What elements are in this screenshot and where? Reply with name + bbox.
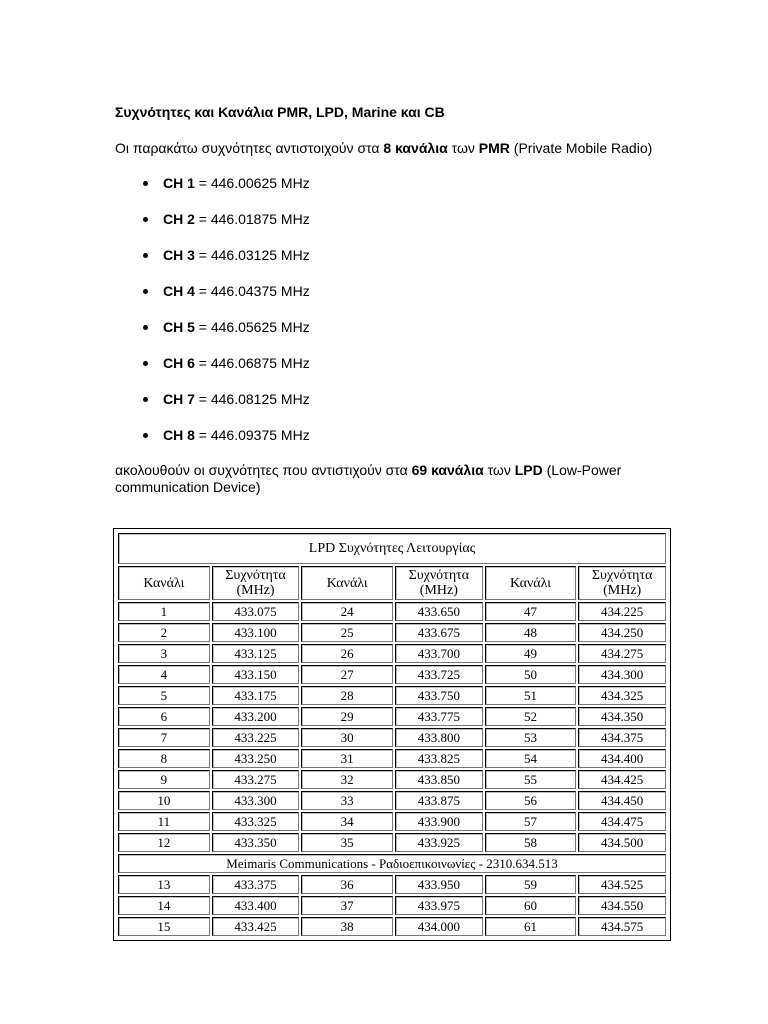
channel-cell: 2 bbox=[118, 623, 210, 642]
pmr-intro-prefix: Οι παρακάτω συχνότητες αντιστοιχούν στα bbox=[115, 140, 384, 156]
channel-cell: 48 bbox=[485, 623, 577, 642]
list-item bbox=[115, 247, 675, 283]
channel-cell: 59 bbox=[485, 875, 577, 894]
pmr-intro-middle: των bbox=[447, 140, 479, 156]
list-item bbox=[115, 355, 675, 391]
channel-cell: 38 bbox=[301, 917, 393, 936]
frequency-cell: 434.550 bbox=[578, 896, 666, 915]
channel-cell: 37 bbox=[301, 896, 393, 915]
table-row bbox=[118, 896, 666, 915]
pmr-channel-list bbox=[115, 175, 675, 463]
channel-cell: 14 bbox=[118, 896, 210, 915]
frequency-cell: 433.875 bbox=[395, 791, 483, 810]
frequency-cell: 433.425 bbox=[212, 917, 300, 936]
column-header: Κανάλι bbox=[118, 566, 210, 600]
channel-label: CH 3 bbox=[163, 247, 195, 263]
table-note: Meimaris Communications - Ραδιοεπικοινωνίες - 2310.634.513 bbox=[118, 854, 666, 873]
lpd-table-frame bbox=[113, 528, 671, 941]
page-title: Συχνότητες και Κανάλια PMR, LPD, Marine και CB bbox=[115, 104, 445, 120]
channel-frequency: = 446.05625 MHz bbox=[194, 319, 310, 335]
frequency-cell: 434.325 bbox=[578, 686, 666, 705]
frequency-cell: 433.225 bbox=[212, 728, 300, 747]
frequency-cell: 433.350 bbox=[212, 833, 300, 852]
frequency-cell: 433.975 bbox=[395, 896, 483, 915]
frequency-cell: 433.850 bbox=[395, 770, 483, 789]
table-row bbox=[118, 707, 666, 726]
table-row bbox=[118, 791, 666, 810]
channel-cell: 56 bbox=[485, 791, 577, 810]
table-row bbox=[118, 770, 666, 789]
list-item bbox=[115, 283, 675, 319]
channel-cell: 53 bbox=[485, 728, 577, 747]
lpd-intro-suffix: (Low-Power communication Device) bbox=[115, 462, 622, 495]
frequency-cell: 433.775 bbox=[395, 707, 483, 726]
document-body bbox=[115, 104, 675, 496]
channel-cell: 36 bbox=[301, 875, 393, 894]
table-caption: LPD Συχνότητες Λειτουργίας bbox=[118, 533, 666, 564]
channel-label: CH 1 bbox=[163, 175, 195, 191]
channel-cell: 12 bbox=[118, 833, 210, 852]
channel-cell: 28 bbox=[301, 686, 393, 705]
frequency-cell: 434.525 bbox=[578, 875, 666, 894]
channel-cell: 13 bbox=[118, 875, 210, 894]
lpd-frequency-table bbox=[116, 531, 668, 938]
channel-cell: 52 bbox=[485, 707, 577, 726]
channel-frequency: = 446.00625 MHz bbox=[194, 175, 310, 191]
list-item bbox=[115, 391, 675, 427]
channel-cell: 51 bbox=[485, 686, 577, 705]
channel-label: CH 7 bbox=[163, 391, 195, 407]
channel-frequency: = 446.06875 MHz bbox=[194, 355, 310, 371]
channel-cell: 9 bbox=[118, 770, 210, 789]
channel-cell: 32 bbox=[301, 770, 393, 789]
bullet-icon bbox=[143, 361, 148, 366]
list-item bbox=[115, 175, 675, 211]
table-row bbox=[118, 623, 666, 642]
frequency-cell: 434.225 bbox=[578, 602, 666, 621]
channel-cell: 54 bbox=[485, 749, 577, 768]
frequency-cell: 433.375 bbox=[212, 875, 300, 894]
bullet-icon bbox=[143, 397, 148, 402]
channel-cell: 61 bbox=[485, 917, 577, 936]
pmr-intro bbox=[115, 140, 675, 157]
frequency-cell: 434.450 bbox=[578, 791, 666, 810]
table-row bbox=[118, 686, 666, 705]
channel-cell: 50 bbox=[485, 665, 577, 684]
frequency-cell: 433.325 bbox=[212, 812, 300, 831]
frequency-cell: 434.350 bbox=[578, 707, 666, 726]
frequency-cell: 434.400 bbox=[578, 749, 666, 768]
frequency-cell: 433.750 bbox=[395, 686, 483, 705]
frequency-cell: 434.375 bbox=[578, 728, 666, 747]
table-row bbox=[118, 854, 666, 873]
channel-cell: 47 bbox=[485, 602, 577, 621]
lpd-intro-system: LPD bbox=[514, 462, 543, 478]
channel-cell: 24 bbox=[301, 602, 393, 621]
channel-frequency: = 446.04375 MHz bbox=[194, 283, 310, 299]
frequency-cell: 433.700 bbox=[395, 644, 483, 663]
list-item bbox=[115, 211, 675, 247]
table-row bbox=[118, 875, 666, 894]
channel-label: CH 6 bbox=[163, 355, 195, 371]
frequency-cell: 433.125 bbox=[212, 644, 300, 663]
channel-label: CH 5 bbox=[163, 319, 195, 335]
frequency-cell: 433.400 bbox=[212, 896, 300, 915]
frequency-cell: 434.425 bbox=[578, 770, 666, 789]
channel-cell: 7 bbox=[118, 728, 210, 747]
frequency-cell: 433.275 bbox=[212, 770, 300, 789]
channel-frequency: = 446.08125 MHz bbox=[194, 391, 310, 407]
frequency-cell: 433.075 bbox=[212, 602, 300, 621]
pmr-intro-suffix: (Private Mobile Radio) bbox=[509, 140, 653, 156]
lpd-intro-count: 69 κανάλια bbox=[411, 462, 484, 478]
bullet-icon bbox=[143, 289, 148, 294]
channel-label: CH 4 bbox=[163, 283, 195, 299]
pmr-intro-system: PMR bbox=[478, 140, 510, 156]
bullet-icon bbox=[143, 325, 148, 330]
frequency-cell: 433.950 bbox=[395, 875, 483, 894]
channel-cell: 15 bbox=[118, 917, 210, 936]
channel-cell: 57 bbox=[485, 812, 577, 831]
channel-cell: 4 bbox=[118, 665, 210, 684]
frequency-cell: 434.000 bbox=[395, 917, 483, 936]
frequency-cell: 433.800 bbox=[395, 728, 483, 747]
channel-cell: 58 bbox=[485, 833, 577, 852]
channel-cell: 5 bbox=[118, 686, 210, 705]
column-header: Συχνότητα (MHz) bbox=[212, 566, 300, 600]
channel-cell: 25 bbox=[301, 623, 393, 642]
channel-cell: 34 bbox=[301, 812, 393, 831]
channel-cell: 55 bbox=[485, 770, 577, 789]
bullet-icon bbox=[143, 253, 148, 258]
frequency-cell: 433.900 bbox=[395, 812, 483, 831]
channel-cell: 11 bbox=[118, 812, 210, 831]
channel-cell: 27 bbox=[301, 665, 393, 684]
table-row bbox=[118, 665, 666, 684]
frequency-cell: 434.575 bbox=[578, 917, 666, 936]
lpd-intro-prefix: ακολουθούν οι συχνότητες που αντιστιχούν στα bbox=[115, 462, 412, 478]
frequency-cell: 434.500 bbox=[578, 833, 666, 852]
channel-cell: 30 bbox=[301, 728, 393, 747]
frequency-cell: 433.100 bbox=[212, 623, 300, 642]
table-row bbox=[118, 728, 666, 747]
frequency-cell: 434.475 bbox=[578, 812, 666, 831]
channel-label: CH 8 bbox=[163, 427, 195, 443]
channel-cell: 29 bbox=[301, 707, 393, 726]
frequency-cell: 433.925 bbox=[395, 833, 483, 852]
column-header: Κανάλι bbox=[485, 566, 577, 600]
table-row bbox=[118, 602, 666, 621]
lpd-intro bbox=[115, 462, 675, 496]
channel-cell: 60 bbox=[485, 896, 577, 915]
list-item bbox=[115, 319, 675, 355]
pmr-intro-count: 8 κανάλια bbox=[383, 140, 448, 156]
column-header: Κανάλι bbox=[301, 566, 393, 600]
channel-cell: 3 bbox=[118, 644, 210, 663]
channel-cell: 10 bbox=[118, 791, 210, 810]
channel-cell: 33 bbox=[301, 791, 393, 810]
table-row bbox=[118, 644, 666, 663]
frequency-cell: 434.275 bbox=[578, 644, 666, 663]
frequency-cell: 434.300 bbox=[578, 665, 666, 684]
lpd-intro-middle: των bbox=[483, 462, 515, 478]
frequency-cell: 433.250 bbox=[212, 749, 300, 768]
frequency-cell: 433.650 bbox=[395, 602, 483, 621]
table-row bbox=[118, 749, 666, 768]
channel-cell: 35 bbox=[301, 833, 393, 852]
channel-cell: 49 bbox=[485, 644, 577, 663]
bullet-icon bbox=[143, 217, 148, 222]
bullet-icon bbox=[143, 181, 148, 186]
bullet-icon bbox=[143, 433, 148, 438]
frequency-cell: 433.675 bbox=[395, 623, 483, 642]
channel-cell: 8 bbox=[118, 749, 210, 768]
frequency-cell: 433.150 bbox=[212, 665, 300, 684]
channel-frequency: = 446.03125 MHz bbox=[194, 247, 310, 263]
channel-cell: 1 bbox=[118, 602, 210, 621]
frequency-cell: 434.250 bbox=[578, 623, 666, 642]
frequency-cell: 433.300 bbox=[212, 791, 300, 810]
channel-frequency: = 446.01875 MHz bbox=[194, 211, 310, 227]
channel-frequency: = 446.09375 MHz bbox=[194, 427, 310, 443]
channel-cell: 26 bbox=[301, 644, 393, 663]
frequency-cell: 433.175 bbox=[212, 686, 300, 705]
frequency-cell: 433.200 bbox=[212, 707, 300, 726]
channel-label: CH 2 bbox=[163, 211, 195, 227]
list-item bbox=[115, 427, 675, 463]
column-header: Συχνότητα (MHz) bbox=[395, 566, 483, 600]
channel-cell: 31 bbox=[301, 749, 393, 768]
table-row bbox=[118, 812, 666, 831]
channel-cell: 6 bbox=[118, 707, 210, 726]
table-row bbox=[118, 833, 666, 852]
frequency-cell: 433.725 bbox=[395, 665, 483, 684]
table-row bbox=[118, 917, 666, 936]
column-header: Συχνότητα (MHz) bbox=[578, 566, 666, 600]
frequency-cell: 433.825 bbox=[395, 749, 483, 768]
